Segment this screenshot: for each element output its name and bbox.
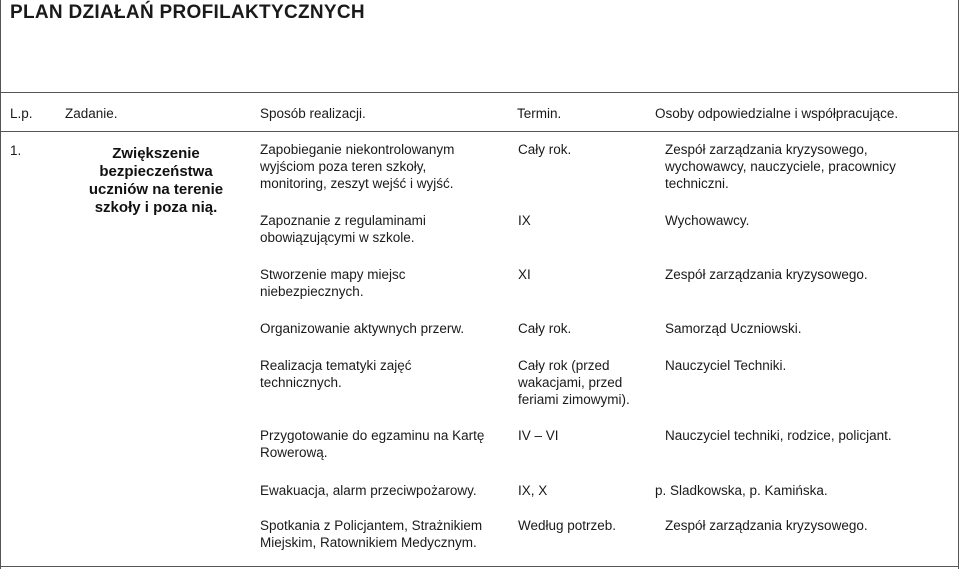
method-cell: Organizowanie aktywnych przerw. — [260, 321, 465, 336]
responsible-cell: Zespół zarządzania kryzysowego. — [665, 267, 868, 282]
responsible-cell: Nauczyciel Techniki. — [665, 358, 787, 373]
page-title: PLAN DZIAŁAŃ PROFILAKTYCZNYCH — [10, 2, 365, 23]
responsible-cell: Nauczyciel techniki, rodzice, policjant. — [665, 428, 892, 443]
table-top-border — [0, 92, 959, 93]
responsible-cell: Zespół zarządzania kryzysowego, wychowawcy, nauczyciele, pracownicy techniczni. — [665, 142, 896, 191]
header-term: Termin. — [517, 106, 562, 121]
section-number: 1. — [10, 143, 22, 158]
header-row-divider — [0, 131, 959, 132]
responsible-cell: p. Sladkowska, p. Kamińska. — [655, 483, 828, 498]
term-cell: XI — [518, 267, 531, 282]
header-lp: L.p. — [10, 106, 33, 121]
header-method: Sposób realizacji. — [260, 106, 366, 121]
responsible-cell: Zespół zarządzania kryzysowego. — [665, 518, 868, 533]
term-cell: Cały rok. — [518, 142, 572, 157]
term-cell: Cały rok (przed wakacjami, przed feriami zimowymi). — [518, 358, 630, 407]
method-cell: Stworzenie mapy miejsc niebezpiecznych. — [260, 267, 406, 299]
term-cell: Cały rok. — [518, 321, 572, 336]
table-left-border — [0, 0, 1, 569]
term-cell: IV – VI — [518, 428, 559, 443]
responsible-cell: Samorząd Uczniowski. — [665, 321, 802, 336]
method-cell: Realizacja tematyki zajęć technicznych. — [260, 358, 412, 390]
section-task: Zwiększenie bezpieczeństwa uczniów na terenie szkoły i poza nią. — [88, 145, 224, 216]
method-cell: Zapoznanie z regulaminami obowiązującymi w szkole. — [260, 213, 426, 245]
method-cell: Ewakuacja, alarm przeciwpożarowy. — [260, 483, 477, 498]
term-cell: Według potrzeb. — [518, 518, 617, 533]
method-cell: Zapobieganie niekontrolowanym wyjściom poza teren szkoły, monitoring, zeszyt wejść i wyjść. — [260, 142, 455, 191]
term-cell: IX, X — [518, 483, 548, 498]
header-task: Zadanie. — [65, 106, 118, 121]
responsible-cell: Wychowawcy. — [665, 213, 750, 228]
header-responsible: Osoby odpowiedzialne i współpracujące. — [655, 106, 899, 121]
table-bottom-border — [0, 566, 959, 567]
method-cell: Przygotowanie do egzaminu na Kartę Rowerową. — [260, 428, 485, 460]
term-cell: IX — [518, 213, 531, 228]
method-cell: Spotkania z Policjantem, Strażnikiem Miejskim, Ratownikiem Medycznym. — [260, 518, 483, 550]
